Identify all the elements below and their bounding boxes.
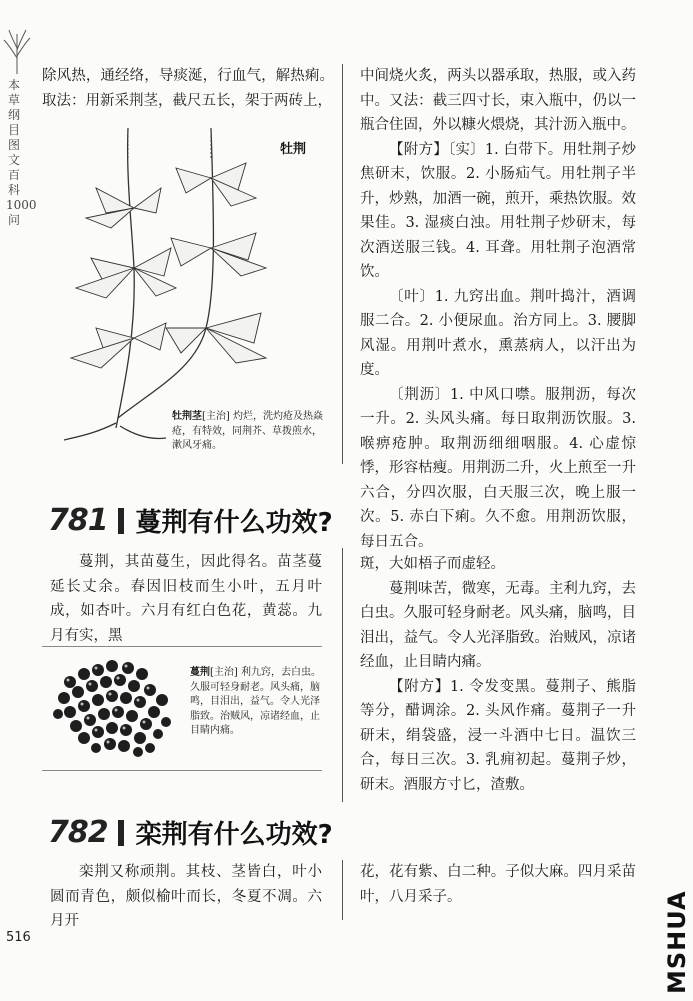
section-782-heading [48,814,333,851]
section-781-number: 781 [48,503,108,538]
heading-bar [118,820,124,846]
section-781-right-paragraph-3: 【附方】1. 令发变黑。蔓荆子、熊脂等分，醋调涂。2. 头风作痛。蔓荆子一升研末，绢袋盛，浸一斗酒中七日。温饮三合，每日三次。3. 乳痈初起。蔓荆子炒，研末。酒服方寸匕，渣敷。 [360,678,636,793]
page-number: 516 [6,930,31,945]
figure1-caption [172,410,330,454]
section-781-right-paragraph-2: 蔓荆味苦，微寒，无毒。主利九窍，去白虫。久服可轻身耐老。风头痛，脑鸣，目泪出，益气。令人光泽脂致。治贼风，凉诸经血，止目睛内痛。 [360,580,636,670]
section-781-right-text [360,552,636,797]
section-781-left-paragraph: 蔓荆，其苗蔓生，因此得名。苗茎蔓延长丈余。春因旧枝而生小叶，五月叶成，如杏叶。六月有红白色花，黄蕊。九月有实，黑 [50,554,322,644]
column-divider-mid [342,548,343,802]
heading-bar [118,508,124,534]
watermark-text: MSHUA [663,890,691,994]
top-right-paragraph-1: 中间烧火炙，两头以器承取，热服，或入药中。又法：截三四寸长，束入瓶中，仍以一瓶合住固，外以糠火煨烧，其汁沥入瓶中。 [360,68,636,133]
section-782-left-text [50,860,322,934]
figure2-caption [190,666,324,739]
top-left-text [42,64,334,113]
figure1-label: 牡荆 [280,142,307,157]
column-divider-top [342,64,343,464]
top-right-paragraph-3: 〔叶〕1. 九窍出血。荆叶捣汁，酒调服二合。2. 小便尿血。治方同上。3. 腰脚风湿。用荆叶煮水，熏蒸病人，以汗出为度。 [360,288,636,378]
section-781-right-paragraph-1: 斑，大如梧子而虚轻。 [360,556,505,572]
watermark [663,876,691,996]
column-divider-bottom [342,860,343,920]
manjing-seeds-illustration [50,652,178,762]
book-side-title: 本草纲目图文百科1000问 [6,78,37,227]
figure2-bottom-rule [42,770,322,771]
section-781-heading [48,502,333,539]
section-781-left-text [50,550,322,648]
top-right-paragraph-4: 〔荆沥〕1. 中风口噤。服荆沥，每次一升。2. 头风头痛。每日取荆沥饮服。3. 喉痹疮肿。取荆沥细细咽服。4. 心虚惊悸，形容枯瘦。用荆沥二升，火上煎至一升六合，分四次服，白天服三次，晚上服一次。5. 赤白下痢。久不愈。用荆沥饮服，每日五合。 [360,386,636,550]
section-781-title: 蔓荆有什么功效? [135,508,333,538]
section-782-right-paragraph: 花，花有紫、白二种。子似大麻。四月采苗叶，八月采子。 [360,864,636,905]
section-782-right-text [360,860,636,909]
figure1-caption-title: 牡荆茎 [172,411,202,422]
top-right-paragraph-2: 【附方】〔实〕1. 白带下。用牡荆子炒焦研末，饮服。2. 小肠疝气。用牡荆子半升，炒熟，加酒一碗，煎开，乘热饮服。效果佳。3. 湿痰白浊。用牡荆子炒研末，每次酒送服三钱。4. 耳聋。用牡荆子泡酒常饮。 [360,141,636,280]
mujing-plant-illustration [56,118,286,448]
section-782-left-paragraph: 栾荆又称顽荆。其枝、茎皆白，叶小圆而青色，颇似榆叶而长，冬夏不凋。六月开 [50,864,322,929]
figure1-caption-text: [主治] 灼烂，洗灼疮及热焱疮，有特效，同荆芥、草拨煎水，漱风牙痛。 [172,411,323,451]
figure2-top-rule [42,646,322,647]
top-right-text [360,64,636,554]
section-782-title: 栾荆有什么功效? [135,820,333,850]
figure2-caption-text: [主治] 利九窍，去白虫。久服可轻身耐老。风头痛，脑鸣，目泪出，益气。令人光泽脂致。治贼风，凉诸经血，止目睛内痛。 [190,667,321,736]
section-782-number: 782 [48,815,108,850]
corner-plant-ornament [2,28,32,74]
figure2-caption-title: 蔓荆 [190,667,210,678]
top-left-paragraph: 除风热，通经络，导痰涎，行血气，解热痢。取法：用新采荆茎，截尺五长，架于两砖上， [42,68,334,109]
